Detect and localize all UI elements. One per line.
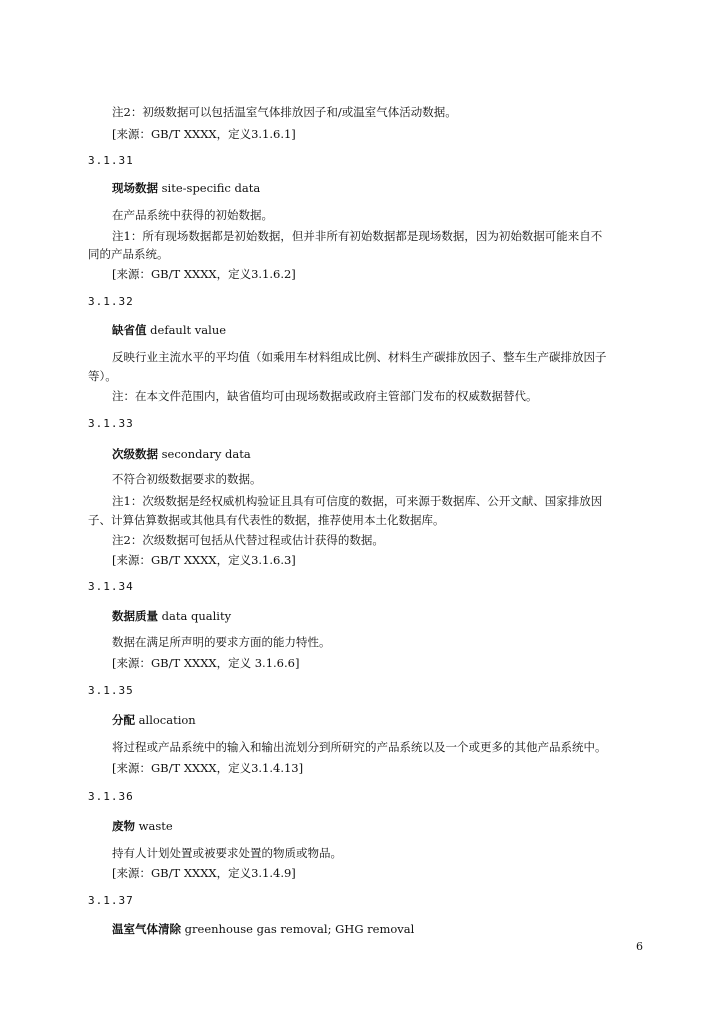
term-heading bbox=[112, 180, 260, 196]
clause-number: 3.1.33 bbox=[88, 417, 134, 430]
term-zh: 缺省值 bbox=[112, 323, 147, 337]
note-line: 注1：所有现场数据都是初始数据，但并非所有初始数据都是现场数据，因为初始数据可能来自不 bbox=[112, 229, 603, 243]
term-heading bbox=[112, 608, 231, 624]
term-heading bbox=[112, 818, 173, 834]
note-line: 注1：次级数据是经权威机构验证且具有可信度的数据，可来源于数据库、公开文献、国家排放因 bbox=[112, 494, 603, 508]
term-en: site-specific data bbox=[161, 181, 261, 195]
definition-line: 在产品系统中获得的初始数据。 bbox=[112, 208, 273, 222]
term-heading bbox=[112, 446, 251, 462]
page-number: 6 bbox=[636, 940, 643, 953]
source-line: [来源：GB/T XXXX，定义3.1.6.3] bbox=[112, 553, 296, 567]
definition-line: 数据在满足所声明的要求方面的能力特性。 bbox=[112, 635, 331, 649]
note-line-continued: 同的产品系统。 bbox=[88, 247, 169, 261]
clause-number: 3.1.32 bbox=[88, 295, 134, 308]
definition-line-continued: 等）。 bbox=[88, 369, 117, 383]
clause-number: 3.1.31 bbox=[88, 154, 134, 167]
clause-number: 3.1.35 bbox=[88, 684, 134, 697]
term-zh: 温室气体清除 bbox=[112, 922, 181, 936]
term-zh: 分配 bbox=[112, 713, 135, 727]
term-en: data quality bbox=[161, 609, 232, 623]
term-heading bbox=[112, 322, 226, 338]
source-line: [来源：GB/T XXXX，定义3.1.6.2] bbox=[112, 267, 296, 281]
clause-number: 3.1.37 bbox=[88, 894, 134, 907]
note-line: 注2：次级数据可包括从代替过程或估计获得的数据。 bbox=[112, 533, 384, 547]
note-line: 注：在本文件范围内，缺省值均可由现场数据或政府主管部门发布的权威数据替代。 bbox=[112, 389, 538, 403]
term-zh: 数据质量 bbox=[112, 609, 158, 623]
source-line: [来源：GB/T XXXX，定义3.1.4.9] bbox=[112, 866, 296, 880]
term-zh: 次级数据 bbox=[112, 447, 158, 461]
term-zh: 现场数据 bbox=[112, 181, 158, 195]
source-line: [来源：GB/T XXXX，定义3.1.4.13] bbox=[112, 761, 304, 775]
definition-line: 反映行业主流水平的平均值（如乘用车材料组成比例、材料生产碳排放因子、整车生产碳排放因子 bbox=[112, 350, 607, 364]
note-line: 注2：初级数据可以包括温室气体排放因子和/或温室气体活动数据。 bbox=[112, 105, 457, 119]
note-line-continued: 子、计算估算数据或其他具有代表性的数据，推荐使用本土化数据库。 bbox=[88, 513, 445, 527]
term-heading bbox=[112, 921, 414, 937]
term-en: greenhouse gas removal; GHG removal bbox=[184, 922, 415, 936]
definition-line: 持有人计划处置或被要求处置的物质或物品。 bbox=[112, 846, 342, 860]
term-en: secondary data bbox=[161, 447, 251, 461]
definition-line: 将过程或产品系统中的输入和输出流划分到所研究的产品系统以及一个或更多的其他产品系统中。 bbox=[112, 740, 607, 754]
definition-line: 不符合初级数据要求的数据。 bbox=[112, 472, 262, 486]
term-en: default value bbox=[150, 323, 227, 337]
clause-number: 3.1.36 bbox=[88, 790, 134, 803]
clause-number: 3.1.34 bbox=[88, 580, 134, 593]
term-en: allocation bbox=[138, 713, 196, 727]
source-line: [来源：GB/T XXXX，定义3.1.6.1] bbox=[112, 127, 296, 141]
term-en: waste bbox=[138, 819, 173, 833]
term-zh: 废物 bbox=[112, 819, 135, 833]
source-line: [来源：GB/T XXXX，定义 3.1.6.6] bbox=[112, 656, 300, 670]
term-heading bbox=[112, 712, 196, 728]
